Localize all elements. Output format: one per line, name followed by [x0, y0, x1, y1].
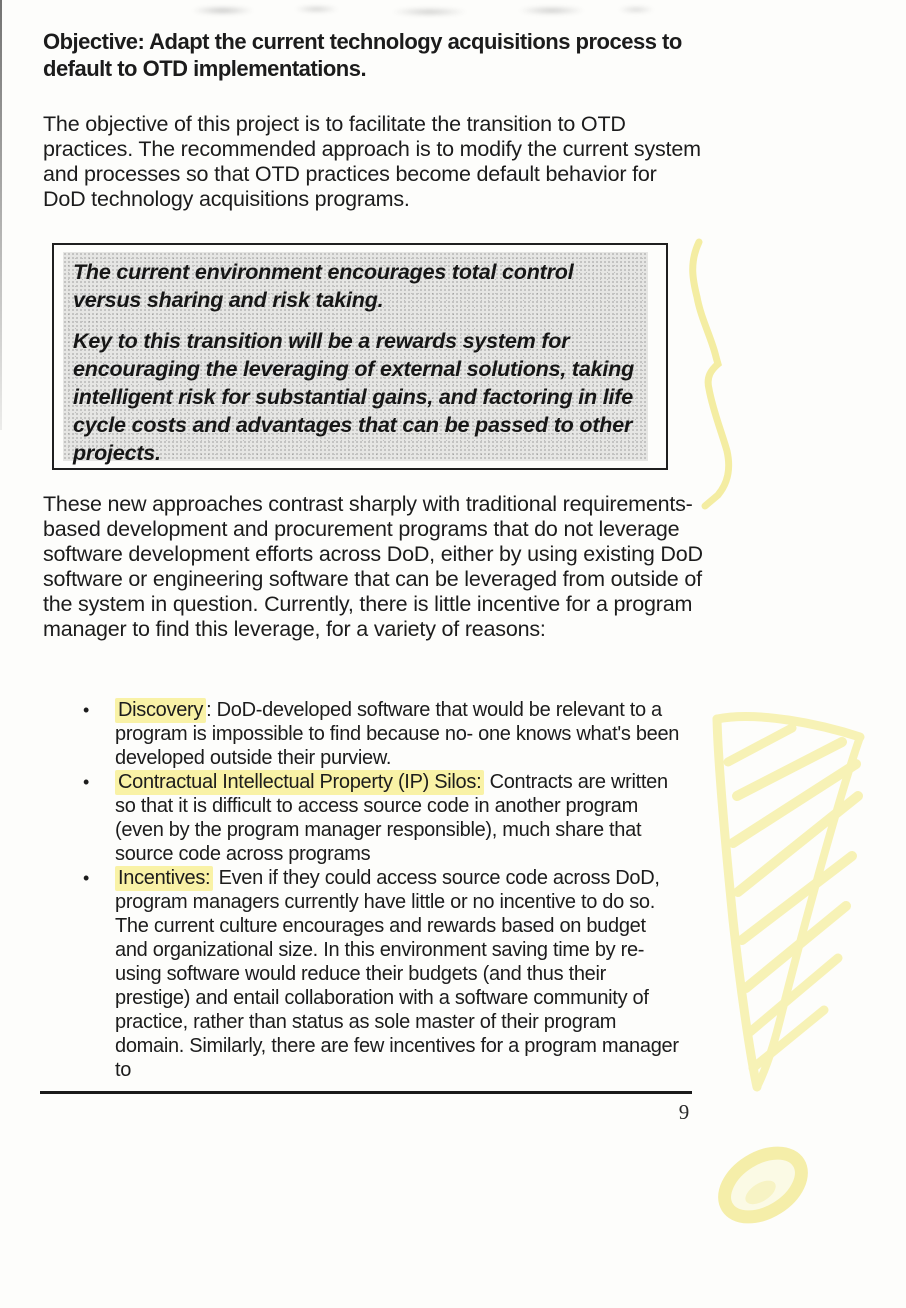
scan-edge-artifact — [0, 0, 2, 430]
callout-paragraph-1: The current environment encourages total control versus sharing and risk taking. — [73, 260, 574, 312]
callout-box — [52, 243, 668, 470]
highlighted-term: Incentives: — [115, 866, 213, 891]
highlighter-blob-mark — [713, 1140, 813, 1230]
bullet-text — [115, 770, 683, 866]
callout-paragraph-2: Key to this transition will be a rewards system for encouraging the leveraging of external solutions, taking intelligent risk for substantial gains, and factoring in life cycle costs and advantages that can be passed to other projects. — [73, 329, 635, 465]
highlighted-term: Contractual Intellectual Property (IP) Silos: — [115, 770, 484, 795]
bullet-text — [115, 866, 683, 1082]
bullet-text — [115, 698, 683, 770]
bullet-body: : DoD-developed software that would be relevant to a program is impossible to find because no- one knows what's been developed outside their purview. — [115, 699, 680, 769]
bullet-body: Even if they could access source code across DoD, program managers currently have little or no incentive to do so. The current culture encourages and rewards based on budget and organizational size. In this environment saving time by re-using software would reduce their budgets (and thus their prestige) and entail collaboration with a software community of practice, rather than status as sole master of their program domain. Similarly, there are few incentives for a program manager to — [115, 867, 679, 1081]
bullet-body: Contracts are written so that it is difficult to access source code in another program (even by the program manager responsible), much share that source code across programs — [115, 771, 668, 865]
list-item-incentives — [83, 866, 683, 1082]
scan-bleedthrough-artifact — [185, 2, 655, 19]
highlighter-triangle-scribble — [717, 717, 860, 1087]
bullet-icon: • — [83, 700, 90, 720]
page-title: Objective: Adapt the current technology acquisitions process to default to OTD implementations. — [43, 29, 682, 81]
reasons-list — [83, 698, 683, 1082]
highlighted-term: Discovery — [115, 698, 206, 723]
page-number: 9 — [678, 1100, 690, 1124]
list-item-discovery — [83, 698, 683, 770]
callout-shaded-area — [63, 252, 648, 465]
body-paragraph: These new approaches contrast sharply with traditional requirements-based development and procurement programs that do not leverage software development efforts across DoD, either by using existing DoD software or engineering software that can be leveraged from outside of the system in question. Currently, there is little incentive for a program manager to find this leverage, for a variety of reasons: — [43, 492, 703, 641]
bullet-icon: • — [83, 772, 90, 792]
intro-paragraph: The objective of this project is to facilitate the transition to OTD practices. The recommended approach is to modify the current system and processes so that OTD practices become default behavior for DoD technology acquisitions programs. — [43, 112, 701, 211]
bullet-icon: • — [83, 868, 90, 888]
footer-rule — [40, 1091, 692, 1094]
list-item-ip-silos — [83, 770, 683, 866]
highlighter-brace-mark — [693, 242, 729, 506]
